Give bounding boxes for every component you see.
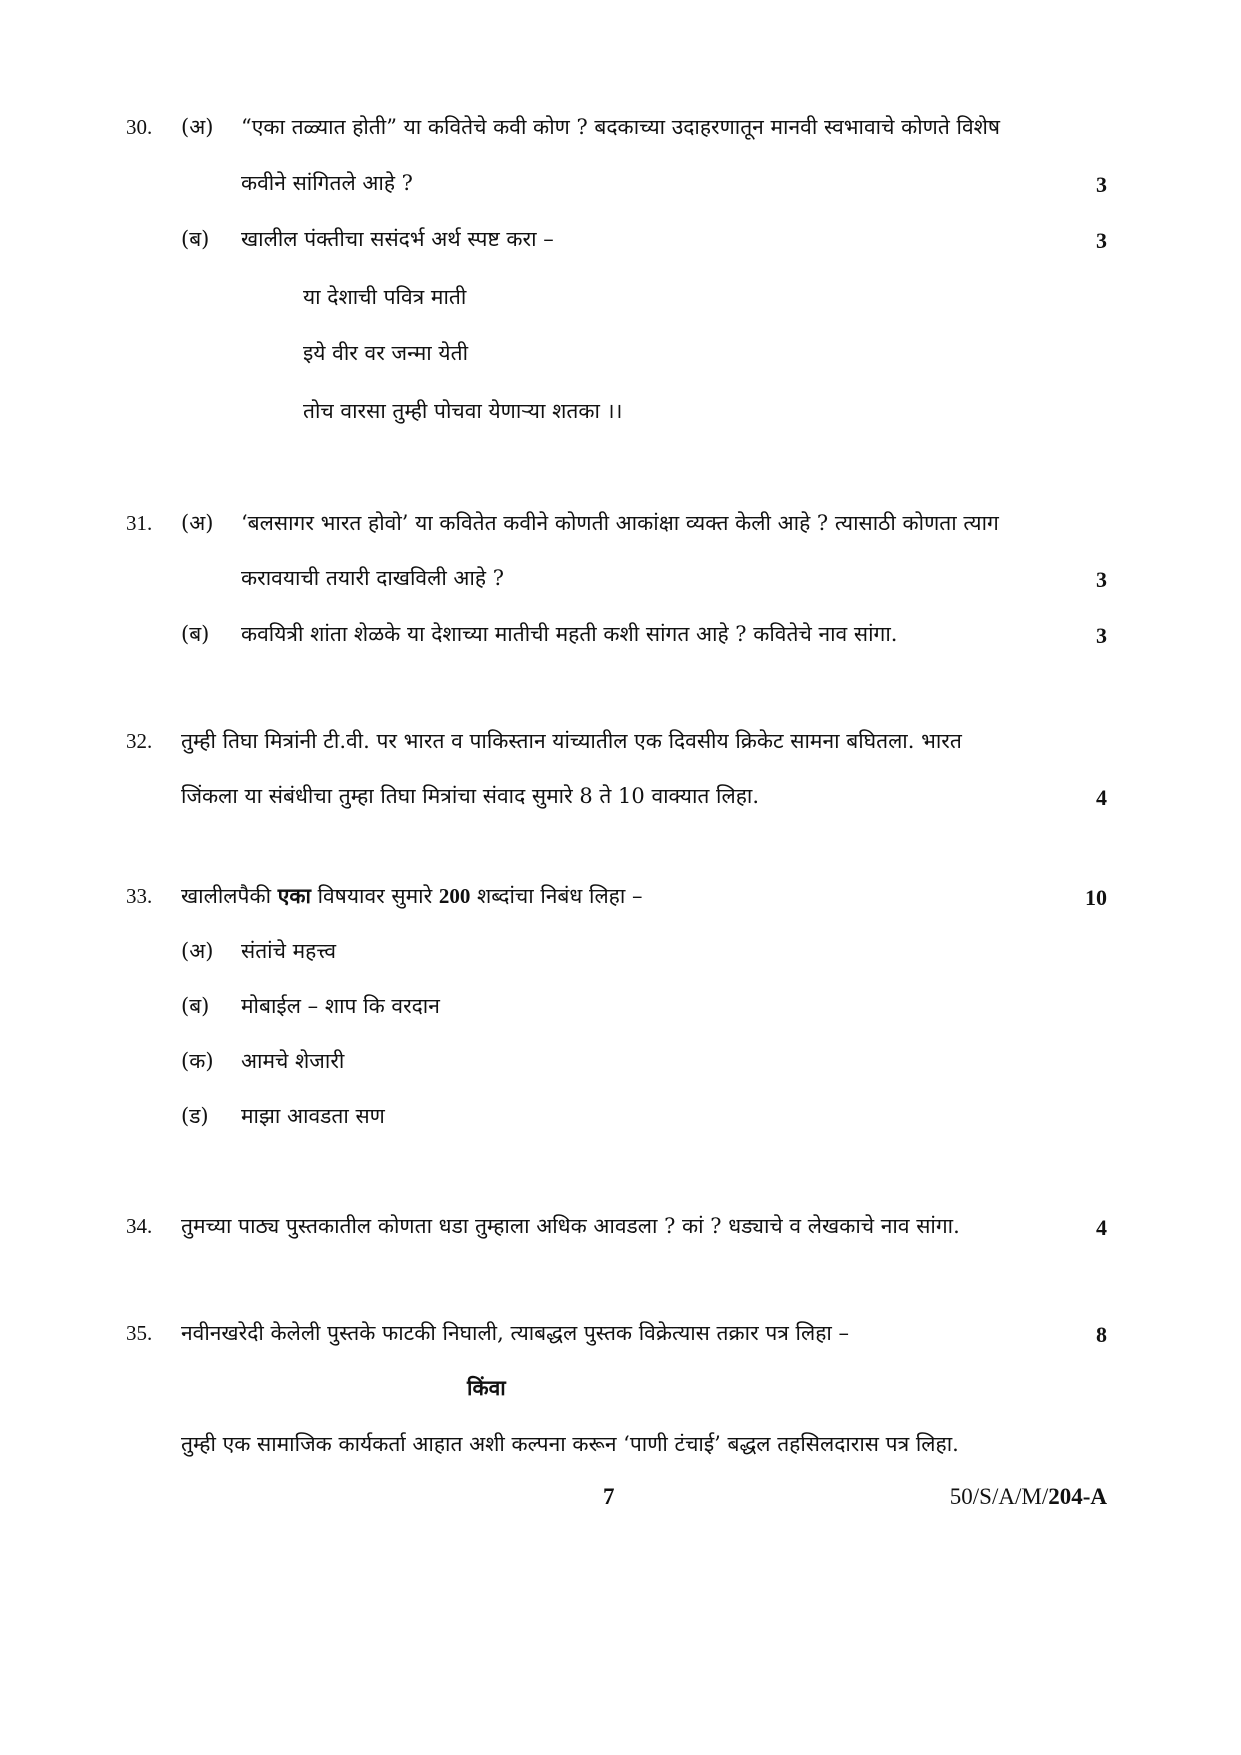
option-label: (ड) (181, 1104, 209, 1128)
poem-line: इये वीर वर जन्मा येती (303, 341, 469, 365)
question-30b-marks: 3 (1096, 228, 1107, 253)
question-32-marks: 4 (1096, 785, 1107, 810)
question-30a-line1: “एका तळ्यात होती” या कवितेचे कवी कोण ? बदकाच्या उदाहरणातून मानवी स्वभावाचे कोणते विशेष (241, 115, 1001, 139)
poem-line: या देशाची पवित्र माती (303, 285, 467, 309)
question-35-number: 35. (126, 1321, 153, 1345)
option-text: संतांचे महत्त्व (241, 939, 337, 963)
question-30a-marks: 3 (1096, 172, 1107, 197)
question-32-number: 32. (126, 729, 153, 753)
question-30a-label: (अ) (181, 115, 214, 139)
question-33-text: खालीलपैकी एका विषयावर सुमारे 200 शब्दांचा निबंध लिहा – (181, 883, 643, 908)
option-label: (ब) (181, 994, 210, 1018)
question-31b-label: (ब) (181, 622, 210, 646)
page-number: 7 (603, 1484, 615, 1509)
option-text: आमचे शेजारी (241, 1049, 345, 1073)
question-33-marks: 10 (1085, 885, 1107, 910)
option-label: (क) (181, 1049, 214, 1073)
question-34-marks: 4 (1096, 1215, 1107, 1240)
question-33-number: 33. (126, 884, 153, 908)
question-30b-text: खालील पंक्तीचा ससंदर्भ अर्थ स्पष्ट करा – (241, 227, 554, 251)
question-31a-line1: ‘बलसागर भारत होवो’ या कवितेत कवीने कोणती आकांक्षा व्यक्त केली आहे ? त्यासाठी कोणता त्याग (241, 511, 999, 535)
question-35-marks: 8 (1096, 1322, 1107, 1347)
or-separator: किंवा (467, 1375, 506, 1400)
question-31b-text: कवयित्री शांता शेळके या देशाच्या मातीची महती कशी सांगत आहे ? कवितेचे नाव सांगा. (241, 622, 898, 646)
question-31a-marks: 3 (1096, 567, 1107, 592)
question-34-text: तुमच्या पाठ्य पुस्तकातील कोणता धडा तुम्हाला अधिक आवडला ? कां ? धड्याचे व लेखकाचे नाव सांगा. (181, 1214, 960, 1238)
question-34-number: 34. (126, 1214, 153, 1238)
question-35-alt: तुम्ही एक सामाजिक कार्यकर्ता आहात अशी कल्पना करून ‘पाणी टंचाई’ बद्धल तहसिलदारास पत्र लिहा. (181, 1432, 959, 1456)
question-30b-label: (ब) (181, 227, 210, 251)
poem-line: तोच वारसा तुम्ही पोचवा येणाऱ्या शतका ।। (303, 399, 623, 423)
option-text: मोबाईल – शाप कि वरदान (241, 994, 440, 1018)
question-31b-marks: 3 (1096, 623, 1107, 648)
question-31a-line2: करावयाची तयारी दाखविली आहे ? (241, 566, 504, 590)
question-31a-label: (अ) (181, 511, 214, 535)
option-text: माझा आवडता सण (241, 1104, 385, 1128)
question-30a-line2: कवीने सांगितले आहे ? (241, 171, 413, 195)
paper-code: 50/S/A/M/204-A (949, 1484, 1107, 1509)
question-32-line2: जिंकला या संबंधीचा तुम्हा तिघा मित्रांचा संवाद सुमारे 8 ते 10 वाक्यात लिहा. (181, 784, 760, 808)
question-31-number: 31. (126, 511, 153, 535)
option-label: (अ) (181, 939, 214, 963)
question-35-text: नवीनखरेदी केलेली पुस्तके फाटकी निघाली, त्याबद्धल पुस्तक विक्रेत्यास तक्रार पत्र लिहा – (181, 1321, 849, 1345)
question-30-number: 30. (126, 115, 153, 139)
question-32-line1: तुम्ही तिघा मित्रांनी टी.वी. पर भारत व पाकिस्तान यांच्यातील एक दिवसीय क्रिकेट सामना बघितला. भारत (181, 729, 962, 753)
